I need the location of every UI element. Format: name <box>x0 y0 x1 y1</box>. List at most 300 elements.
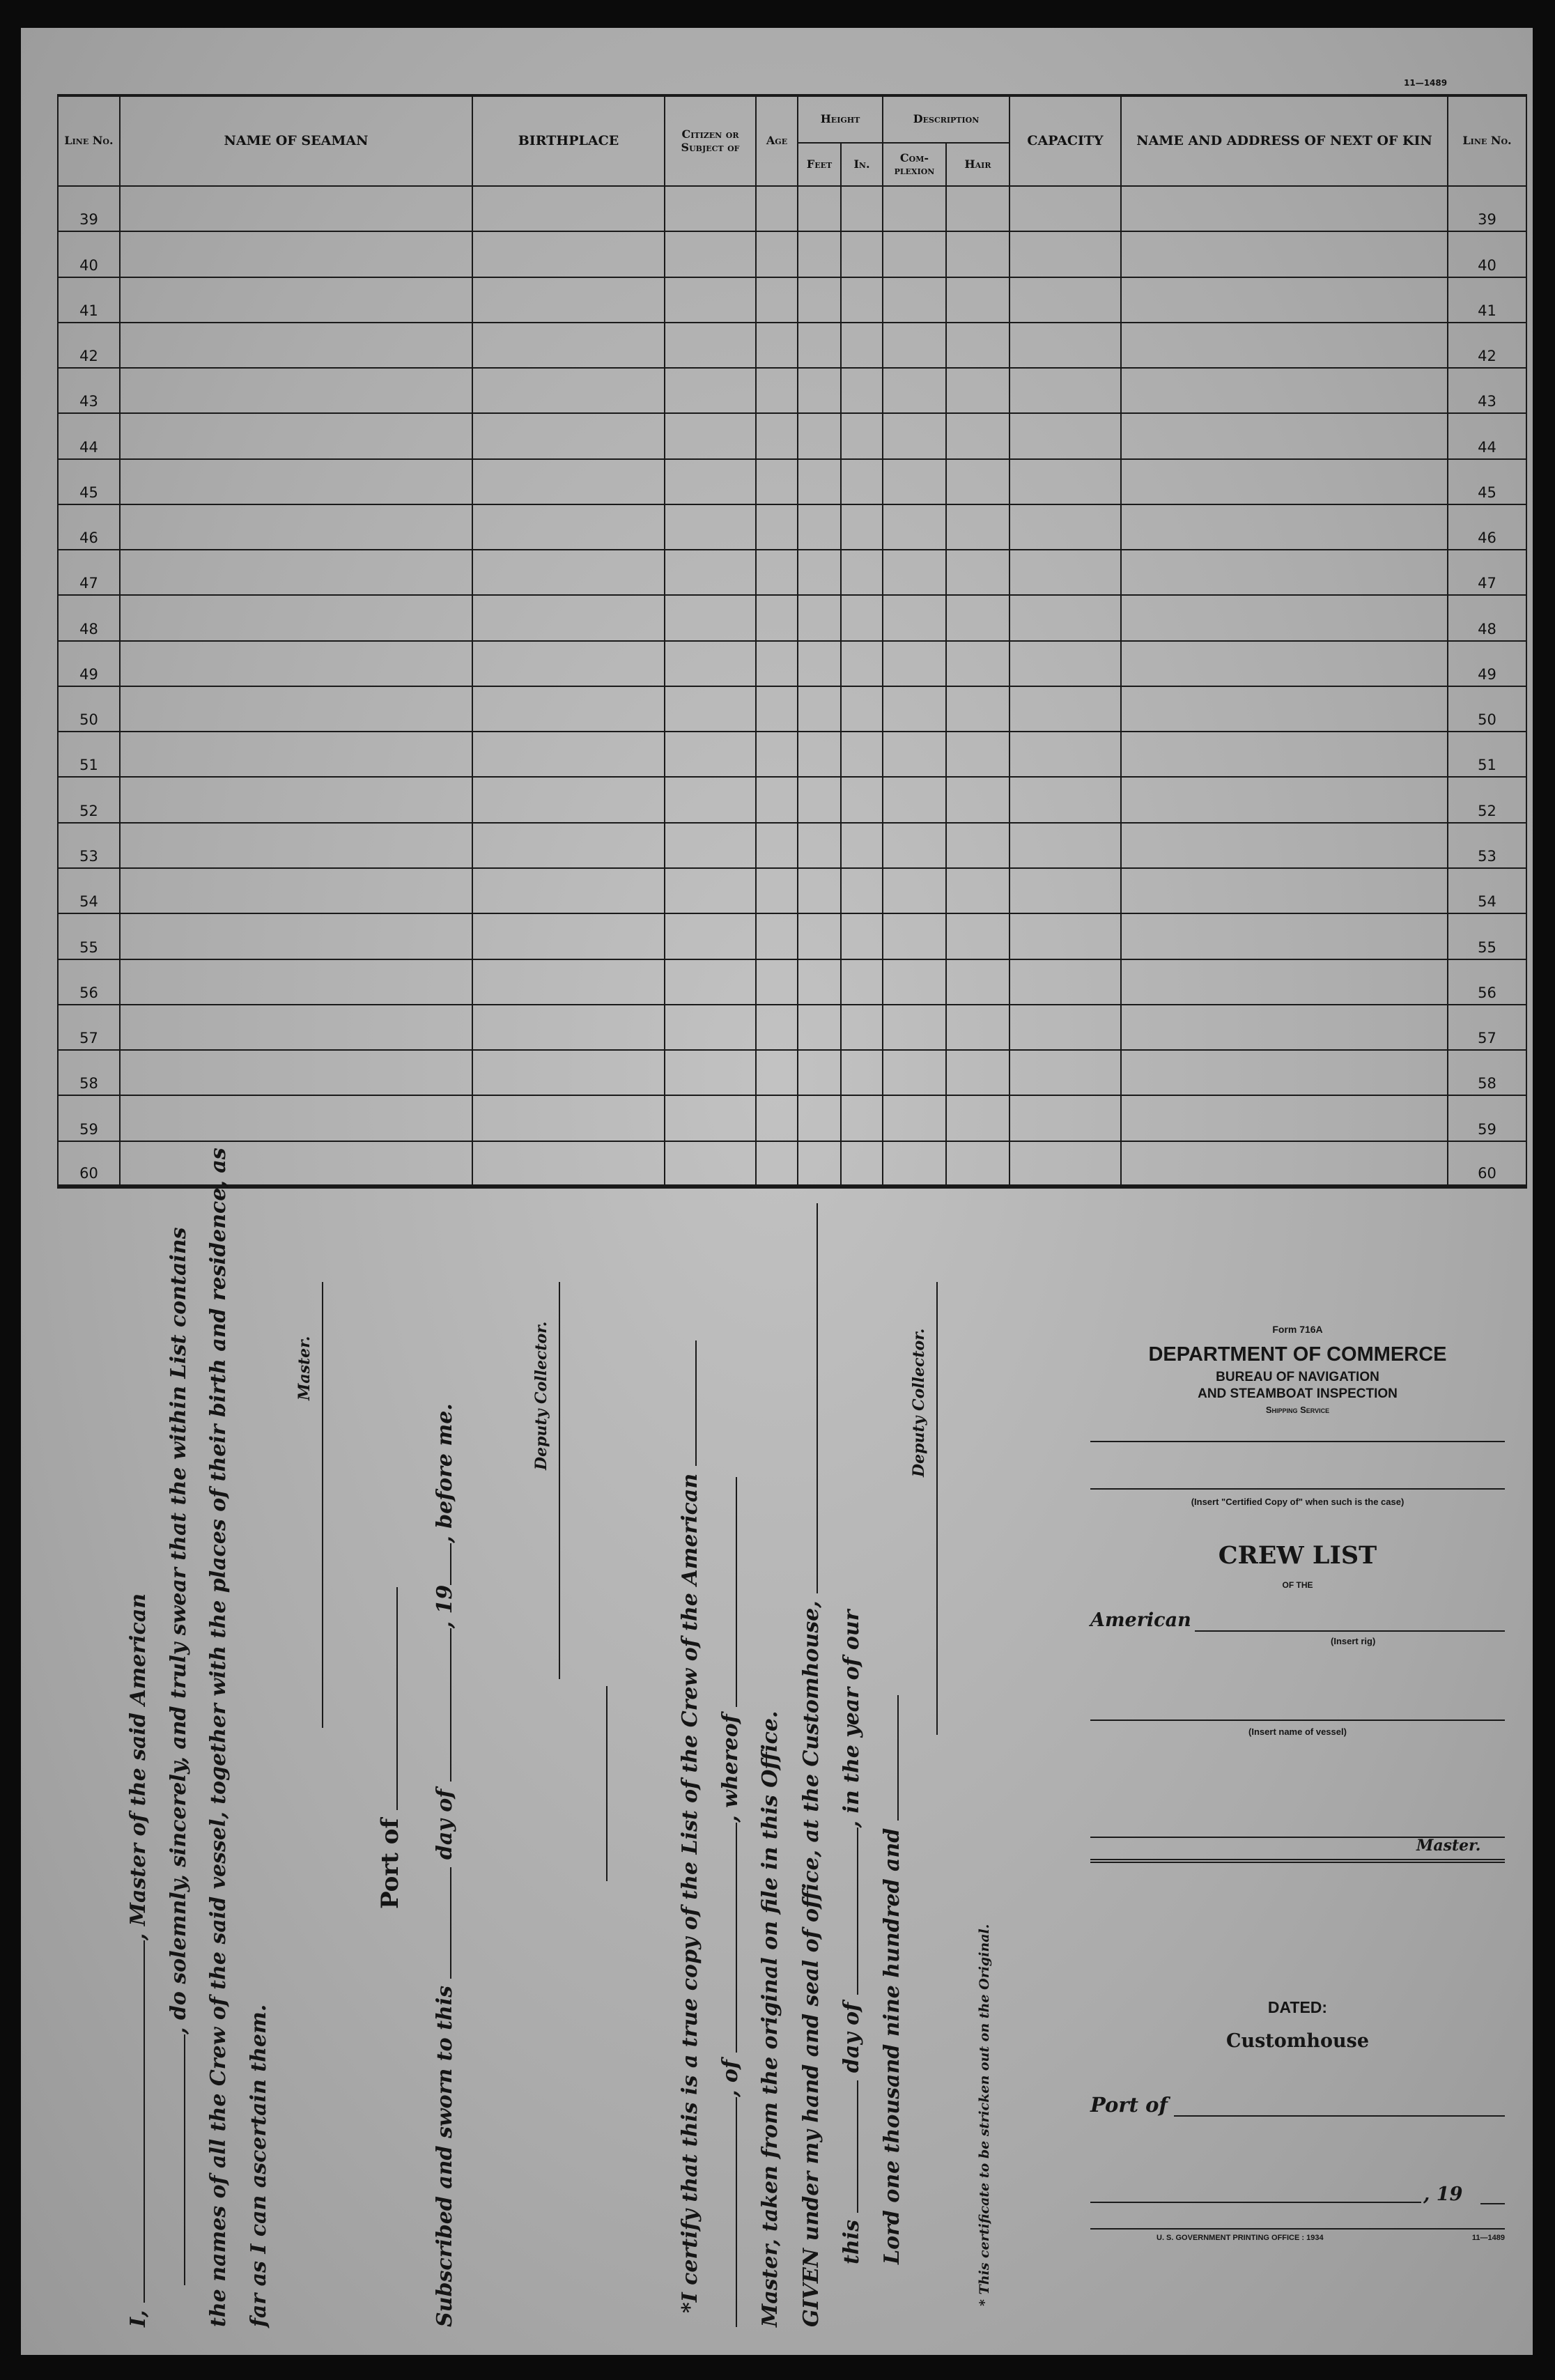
header-citizen: Citizen or Subject of <box>665 95 756 186</box>
birthplace-cell[interactable] <box>472 550 665 595</box>
complexion-cell[interactable] <box>883 595 946 640</box>
age-cell[interactable] <box>756 1050 798 1095</box>
complexion-cell[interactable] <box>883 186 946 231</box>
name-of-seaman-cell[interactable] <box>120 368 472 413</box>
complexion-cell[interactable] <box>883 459 946 504</box>
hair-cell[interactable] <box>946 641 1009 686</box>
subscribed-label: Subscribed and sworn to this <box>433 1985 457 2327</box>
next-of-kin-cell[interactable] <box>1121 231 1448 277</box>
insert-name-note: (Insert name of vessel) <box>1248 1726 1347 1737</box>
inches-cell[interactable] <box>841 1141 883 1187</box>
age-cell[interactable] <box>756 1095 798 1141</box>
feet-cell[interactable] <box>798 868 841 913</box>
next-of-kin-cell[interactable] <box>1121 459 1448 504</box>
hair-cell[interactable] <box>946 550 1009 595</box>
inches-cell[interactable] <box>841 595 883 640</box>
feet-cell[interactable] <box>798 913 841 959</box>
capacity-cell[interactable] <box>1009 459 1121 504</box>
subscribed-year-field[interactable] <box>432 1543 451 1585</box>
complexion-cell[interactable] <box>883 777 946 822</box>
name-of-seaman-cell[interactable] <box>120 686 472 732</box>
capacity-cell[interactable] <box>1009 1141 1121 1187</box>
age-cell[interactable] <box>756 550 798 595</box>
header-line-no: Line No. <box>58 95 120 186</box>
next-of-kin-cell[interactable] <box>1121 186 1448 231</box>
inches-cell[interactable] <box>841 1095 883 1141</box>
hair-cell[interactable] <box>946 231 1009 277</box>
header-next-of-kin: NAME AND ADDRESS OF NEXT OF KIN <box>1121 95 1448 186</box>
name-of-seaman-cell[interactable] <box>120 1050 472 1095</box>
citizen-cell[interactable] <box>665 368 756 413</box>
department-title: DEPARTMENT OF COMMERCE <box>1148 1343 1447 1366</box>
capacity-cell[interactable] <box>1009 368 1121 413</box>
capacity-cell[interactable] <box>1009 1095 1121 1141</box>
inches-cell[interactable] <box>841 732 883 777</box>
complexion-cell[interactable] <box>883 550 946 595</box>
feet-cell[interactable] <box>798 777 841 822</box>
feet-cell[interactable] <box>798 368 841 413</box>
name-of-seaman-cell[interactable] <box>120 868 472 913</box>
oath-of-line <box>718 1477 743 2327</box>
line-number-cell-right: 60 <box>1448 1141 1526 1187</box>
birthplace-cell[interactable] <box>472 1005 665 1050</box>
birthplace-cell[interactable] <box>472 959 665 1005</box>
feet-cell[interactable] <box>798 323 841 368</box>
certify-master-field[interactable] <box>718 1477 737 1707</box>
capacity-cell[interactable] <box>1009 323 1121 368</box>
citizen-cell[interactable] <box>665 231 756 277</box>
complexion-cell[interactable] <box>883 959 946 1005</box>
birthplace-cell[interactable] <box>472 641 665 686</box>
hair-cell[interactable] <box>946 595 1009 640</box>
deputy-collector-signature-line-1[interactable] <box>559 1282 560 1679</box>
feet-cell[interactable] <box>798 277 841 323</box>
age-cell[interactable] <box>756 595 798 640</box>
shipping-service: Shipping Service <box>1265 1405 1330 1415</box>
complexion-cell[interactable] <box>883 913 946 959</box>
header-hair: Hair <box>946 143 1009 186</box>
next-of-kin-cell[interactable] <box>1121 277 1448 323</box>
master-name-field[interactable] <box>125 1940 145 2303</box>
age-cell[interactable] <box>756 641 798 686</box>
oath-port-of <box>376 1587 404 1909</box>
birthplace-cell[interactable] <box>472 413 665 458</box>
hair-cell[interactable] <box>946 504 1009 550</box>
table-row <box>58 1095 1526 1141</box>
inches-cell[interactable] <box>841 550 883 595</box>
vessel-name-field[interactable] <box>166 2034 185 2285</box>
header-line-no-right: Line No. <box>1448 95 1526 186</box>
line-number-cell-right: 51 <box>1448 732 1526 777</box>
name-of-seaman-cell[interactable] <box>120 823 472 868</box>
printer-imprint: U. S. GOVERNMENT PRINTING OFFICE : 1934 <box>1156 2234 1324 2242</box>
capacity-cell[interactable] <box>1009 1050 1121 1095</box>
complexion-cell[interactable] <box>883 868 946 913</box>
given-month-field[interactable] <box>839 1828 858 1995</box>
feet-cell[interactable] <box>798 231 841 277</box>
next-of-kin-cell[interactable] <box>1121 323 1448 368</box>
next-of-kin-cell[interactable] <box>1121 959 1448 1005</box>
capacity-cell[interactable] <box>1009 186 1121 231</box>
capacity-cell[interactable] <box>1009 1005 1121 1050</box>
inches-cell[interactable] <box>841 823 883 868</box>
birthplace-cell[interactable] <box>472 777 665 822</box>
line-number-cell: 54 <box>58 868 120 913</box>
citizen-cell[interactable] <box>665 550 756 595</box>
cover-rule-4 <box>1090 1862 1505 1863</box>
capacity-cell[interactable] <box>1009 504 1121 550</box>
complexion-cell[interactable] <box>883 686 946 732</box>
citizen-cell[interactable] <box>665 1050 756 1095</box>
table-row <box>58 186 1526 231</box>
hair-cell[interactable] <box>946 459 1009 504</box>
name-of-seaman-cell[interactable] <box>120 1095 472 1141</box>
citizen-cell[interactable] <box>665 595 756 640</box>
age-cell[interactable] <box>756 186 798 231</box>
complexion-cell[interactable] <box>883 1095 946 1141</box>
birthplace-cell[interactable] <box>472 1095 665 1141</box>
feet-cell[interactable] <box>798 686 841 732</box>
oath-given <box>798 1203 823 2327</box>
certify-port-field[interactable] <box>718 1823 737 2053</box>
name-of-seaman-cell[interactable] <box>120 323 472 368</box>
next-of-kin-cell[interactable] <box>1121 413 1448 458</box>
hair-cell[interactable] <box>946 1095 1009 1141</box>
complexion-cell[interactable] <box>883 823 946 868</box>
line-number-cell-right: 52 <box>1448 777 1526 822</box>
citizen-cell[interactable] <box>665 186 756 231</box>
age-cell[interactable] <box>756 732 798 777</box>
line-number-cell-right: 54 <box>1448 868 1526 913</box>
birthplace-cell[interactable] <box>472 686 665 732</box>
feet-cell[interactable] <box>798 504 841 550</box>
complexion-cell[interactable] <box>883 1005 946 1050</box>
customhouse-field[interactable] <box>798 1203 818 1593</box>
hair-cell[interactable] <box>946 1050 1009 1095</box>
citizen-cell[interactable] <box>665 868 756 913</box>
table-row <box>58 550 1526 595</box>
birthplace-cell[interactable] <box>472 459 665 504</box>
table-row <box>58 504 1526 550</box>
age-cell[interactable] <box>756 777 798 822</box>
next-of-kin-cell[interactable] <box>1121 732 1448 777</box>
inches-cell[interactable] <box>841 1005 883 1050</box>
age-cell[interactable] <box>756 1005 798 1050</box>
given-year-field[interactable] <box>879 1695 899 1821</box>
capacity-cell[interactable] <box>1009 277 1121 323</box>
birthplace-cell[interactable] <box>472 231 665 277</box>
capacity-cell[interactable] <box>1009 550 1121 595</box>
line-number-cell: 51 <box>58 732 120 777</box>
inches-cell[interactable] <box>841 277 883 323</box>
cover-date-field[interactable] <box>1090 2202 1421 2203</box>
capacity-cell[interactable] <box>1009 231 1121 277</box>
hair-cell[interactable] <box>946 1141 1009 1187</box>
name-of-seaman-cell[interactable] <box>120 550 472 595</box>
feet-cell[interactable] <box>798 186 841 231</box>
next-of-kin-cell[interactable] <box>1121 823 1448 868</box>
citizen-cell[interactable] <box>665 686 756 732</box>
next-of-kin-cell[interactable] <box>1121 1095 1448 1141</box>
line-number-cell-right: 47 <box>1448 550 1526 595</box>
hair-cell[interactable] <box>946 323 1009 368</box>
inches-cell[interactable] <box>841 186 883 231</box>
age-cell[interactable] <box>756 504 798 550</box>
age-cell[interactable] <box>756 959 798 1005</box>
feet-cell[interactable] <box>798 732 841 777</box>
line-number-cell: 59 <box>58 1095 120 1141</box>
citizen-cell[interactable] <box>665 1005 756 1050</box>
citizen-cell[interactable] <box>665 277 756 323</box>
hair-cell[interactable] <box>946 413 1009 458</box>
hair-cell[interactable] <box>946 777 1009 822</box>
inches-cell[interactable] <box>841 413 883 458</box>
name-of-seaman-cell[interactable] <box>120 1005 472 1050</box>
name-of-seaman-cell[interactable] <box>120 959 472 1005</box>
oath-this <box>839 1610 864 2264</box>
rig-field[interactable] <box>1195 1630 1505 1632</box>
oath-line-4 <box>247 2004 271 2327</box>
citizen-cell[interactable] <box>665 1095 756 1141</box>
capacity-cell[interactable] <box>1009 686 1121 732</box>
table-row <box>58 959 1526 1005</box>
birthplace-cell[interactable] <box>472 186 665 231</box>
complexion-cell[interactable] <box>883 1050 946 1095</box>
hair-cell[interactable] <box>946 1005 1009 1050</box>
inches-cell[interactable] <box>841 641 883 686</box>
capacity-cell[interactable] <box>1009 641 1121 686</box>
feet-cell[interactable] <box>798 550 841 595</box>
certified-copy-field[interactable] <box>1090 1488 1505 1490</box>
name-of-seaman-cell[interactable] <box>120 1141 472 1187</box>
line-number-cell: 43 <box>58 368 120 413</box>
line-number-cell: 57 <box>58 1005 120 1050</box>
american-label: American <box>1090 1609 1191 1631</box>
next-of-kin-cell[interactable] <box>1121 641 1448 686</box>
hair-cell[interactable] <box>946 959 1009 1005</box>
inches-cell[interactable] <box>841 913 883 959</box>
table-row <box>58 413 1526 458</box>
next-of-kin-cell[interactable] <box>1121 868 1448 913</box>
birthplace-cell[interactable] <box>472 1141 665 1187</box>
feet-cell[interactable] <box>798 1005 841 1050</box>
name-of-seaman-cell[interactable] <box>120 413 472 458</box>
next-of-kin-cell[interactable] <box>1121 777 1448 822</box>
hair-cell[interactable] <box>946 686 1009 732</box>
age-cell[interactable] <box>756 231 798 277</box>
complexion-cell[interactable] <box>883 641 946 686</box>
name-of-seaman-cell[interactable] <box>120 504 472 550</box>
deputy-collector-signature-line-2[interactable] <box>936 1282 938 1735</box>
cover-port-field[interactable] <box>1174 2115 1505 2117</box>
day-of-label: day of <box>433 1788 457 1860</box>
capacity-cell[interactable] <box>1009 777 1121 822</box>
inches-cell[interactable] <box>841 459 883 504</box>
next-of-kin-cell[interactable] <box>1121 1141 1448 1187</box>
birthplace-cell[interactable] <box>472 732 665 777</box>
citizen-cell[interactable] <box>665 413 756 458</box>
inches-cell[interactable] <box>841 1050 883 1095</box>
hair-cell[interactable] <box>946 732 1009 777</box>
capacity-cell[interactable] <box>1009 823 1121 868</box>
capacity-cell[interactable] <box>1009 913 1121 959</box>
oath-block <box>98 1148 1003 2327</box>
name-of-seaman-cell[interactable] <box>120 459 472 504</box>
citizen-cell[interactable] <box>665 459 756 504</box>
inches-cell[interactable] <box>841 686 883 732</box>
line-number-cell-right: 42 <box>1448 323 1526 368</box>
complexion-cell[interactable] <box>883 1141 946 1187</box>
name-of-seaman-cell[interactable] <box>120 732 472 777</box>
birthplace-cell[interactable] <box>472 323 665 368</box>
header-inches: In. <box>841 143 883 186</box>
hair-cell[interactable] <box>946 823 1009 868</box>
complexion-cell[interactable] <box>883 323 946 368</box>
citizen-cell[interactable] <box>665 504 756 550</box>
insert-certified-note: (Insert "Certified Copy of" when such is the case) <box>1191 1497 1405 1507</box>
citizen-cell[interactable] <box>665 1141 756 1187</box>
certify-vessel-field[interactable] <box>677 1340 697 1466</box>
form-number-top: 11—1489 <box>1404 78 1448 88</box>
birthplace-cell[interactable] <box>472 595 665 640</box>
cover-master-line[interactable] <box>1090 1859 1505 1860</box>
feet-cell[interactable] <box>798 641 841 686</box>
complexion-cell[interactable] <box>883 231 946 277</box>
line-number-cell: 49 <box>58 641 120 686</box>
citizen-cell[interactable] <box>665 732 756 777</box>
citizen-cell[interactable] <box>665 823 756 868</box>
line-number-cell: 52 <box>58 777 120 822</box>
feet-cell[interactable] <box>798 459 841 504</box>
inches-cell[interactable] <box>841 323 883 368</box>
name-of-seaman-cell[interactable] <box>120 913 472 959</box>
next-of-kin-cell[interactable] <box>1121 504 1448 550</box>
birthplace-cell[interactable] <box>472 277 665 323</box>
capacity-cell[interactable] <box>1009 868 1121 913</box>
next-of-kin-cell[interactable] <box>1121 686 1448 732</box>
cover-master-label: Master. <box>1416 1837 1481 1855</box>
feet-cell[interactable] <box>798 823 841 868</box>
hair-cell[interactable] <box>946 868 1009 913</box>
inches-cell[interactable] <box>841 231 883 277</box>
age-cell[interactable] <box>756 413 798 458</box>
oath-master-taken <box>758 1711 782 2327</box>
age-cell[interactable] <box>756 1141 798 1187</box>
year-label: , 19 <box>433 1584 457 1629</box>
hair-cell[interactable] <box>946 368 1009 413</box>
next-of-kin-cell[interactable] <box>1121 550 1448 595</box>
table-row <box>58 732 1526 777</box>
subscribed-month-field[interactable] <box>432 1628 451 1782</box>
line-number-cell: 45 <box>58 459 120 504</box>
given-day-field[interactable] <box>839 2080 858 2213</box>
age-cell[interactable] <box>756 868 798 913</box>
table-row <box>58 686 1526 732</box>
complexion-cell[interactable] <box>883 368 946 413</box>
age-cell[interactable] <box>756 459 798 504</box>
age-cell[interactable] <box>756 323 798 368</box>
line-number-cell-right: 46 <box>1448 504 1526 550</box>
citizen-cell[interactable] <box>665 913 756 959</box>
name-of-seaman-cell[interactable] <box>120 777 472 822</box>
age-cell[interactable] <box>756 913 798 959</box>
hair-cell[interactable] <box>946 277 1009 323</box>
inches-cell[interactable] <box>841 777 883 822</box>
age-cell[interactable] <box>756 686 798 732</box>
oath-subscribed <box>432 1403 457 2327</box>
feet-cell[interactable] <box>798 959 841 1005</box>
vessel-name-line[interactable] <box>1090 1720 1505 1721</box>
citizen-cell[interactable] <box>665 959 756 1005</box>
capacity-cell[interactable] <box>1009 732 1121 777</box>
name-of-seaman-cell[interactable] <box>120 641 472 686</box>
cover-rule-1 <box>1090 1441 1505 1442</box>
feet-cell[interactable] <box>798 1050 841 1095</box>
hair-cell[interactable] <box>946 186 1009 231</box>
birthplace-cell[interactable] <box>472 504 665 550</box>
cover-year-field[interactable] <box>1480 2203 1505 2204</box>
citizen-cell[interactable] <box>665 323 756 368</box>
capacity-cell[interactable] <box>1009 959 1121 1005</box>
next-of-kin-cell[interactable] <box>1121 913 1448 959</box>
name-of-seaman-cell[interactable] <box>120 186 472 231</box>
feet-cell[interactable] <box>798 413 841 458</box>
inches-cell[interactable] <box>841 959 883 1005</box>
next-of-kin-cell[interactable] <box>1121 368 1448 413</box>
subscribed-day-field[interactable] <box>432 1867 451 1979</box>
complexion-cell[interactable] <box>883 413 946 458</box>
next-of-kin-cell[interactable] <box>1121 595 1448 640</box>
next-of-kin-cell[interactable] <box>1121 1050 1448 1095</box>
complexion-cell[interactable] <box>883 504 946 550</box>
inches-cell[interactable] <box>841 504 883 550</box>
feet-cell[interactable] <box>798 1095 841 1141</box>
age-cell[interactable] <box>756 823 798 868</box>
citizen-cell[interactable] <box>665 777 756 822</box>
age-cell[interactable] <box>756 368 798 413</box>
capacity-cell[interactable] <box>1009 413 1121 458</box>
inches-cell[interactable] <box>841 868 883 913</box>
birthplace-cell[interactable] <box>472 913 665 959</box>
name-of-seaman-cell[interactable] <box>120 231 472 277</box>
name-of-seaman-cell[interactable] <box>120 595 472 640</box>
citizen-cell[interactable] <box>665 641 756 686</box>
header-birthplace: BIRTHPLACE <box>472 95 665 186</box>
birthplace-cell[interactable] <box>472 368 665 413</box>
complexion-cell[interactable] <box>883 277 946 323</box>
birthplace-cell[interactable] <box>472 1050 665 1095</box>
birthplace-cell[interactable] <box>472 868 665 913</box>
birthplace-cell[interactable] <box>472 823 665 868</box>
cover-port-of-label: Port of <box>1090 2093 1168 2117</box>
next-of-kin-cell[interactable] <box>1121 1005 1448 1050</box>
feet-cell[interactable] <box>798 1141 841 1187</box>
before-me-label: , before me. <box>433 1403 457 1543</box>
master-signature-line[interactable] <box>322 1282 323 1728</box>
line-number-cell-right: 49 <box>1448 641 1526 686</box>
line-number-cell-right: 41 <box>1448 277 1526 323</box>
certify-rig-field[interactable] <box>718 2097 737 2327</box>
capacity-cell[interactable] <box>1009 595 1121 640</box>
feet-cell[interactable] <box>798 595 841 640</box>
name-of-seaman-cell[interactable] <box>120 277 472 323</box>
hair-cell[interactable] <box>946 913 1009 959</box>
header-complexion: Com-plexion <box>883 143 946 186</box>
inches-cell[interactable] <box>841 368 883 413</box>
age-cell[interactable] <box>756 277 798 323</box>
port-of-field[interactable] <box>378 1587 398 1810</box>
complexion-cell[interactable] <box>883 732 946 777</box>
